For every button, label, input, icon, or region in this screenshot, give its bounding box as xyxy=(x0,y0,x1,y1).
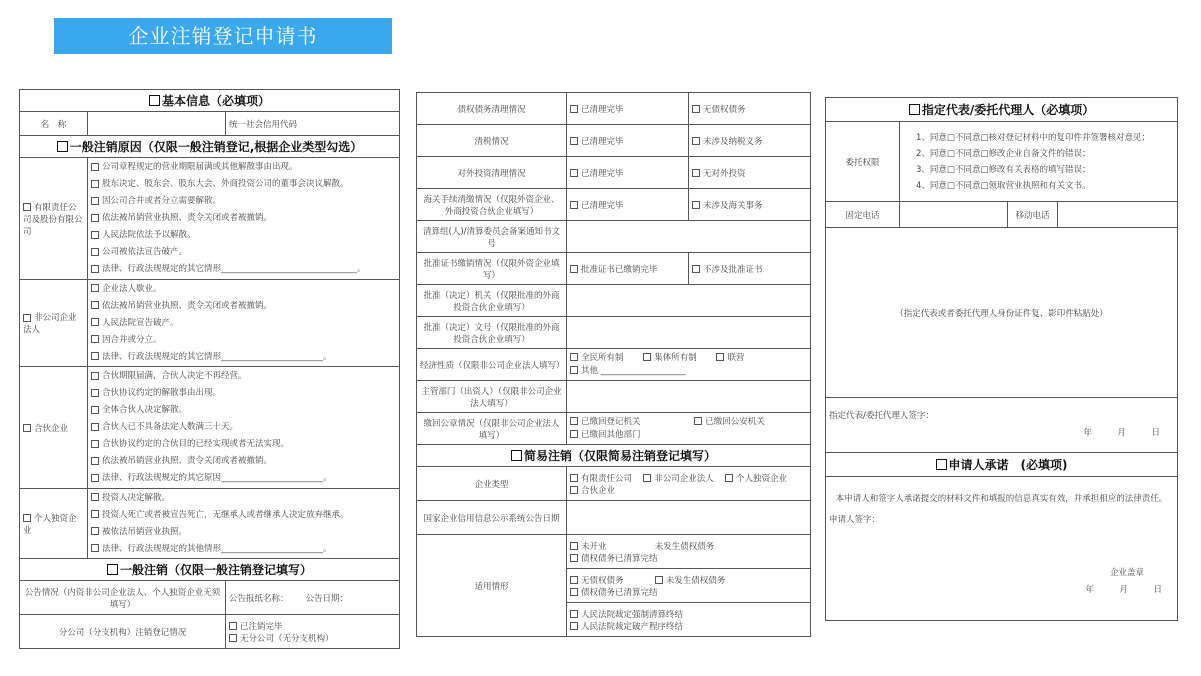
econ-label: 经济性质（仅限非公司企业法人填写） xyxy=(417,349,567,381)
simple-type-opt[interactable]: 非公司企业法人 xyxy=(643,472,714,484)
approval-label: 批准证书缴销情况（仅限外资企业填写） xyxy=(417,253,567,285)
approval-opt-2[interactable]: 不涉及批准证书 xyxy=(689,253,811,285)
reason-option[interactable]: 企业法人歇业。 xyxy=(91,281,396,298)
simple-announce-label: 国家企业信用信息公示系统公告日期 xyxy=(417,501,567,535)
reason-header: 一般注销原因（仅限一般注销登记,根据企业类型勾选） xyxy=(20,136,400,158)
seal-opt[interactable]: 已缴回登记机关 xyxy=(570,416,641,429)
settlement-form xyxy=(416,92,811,637)
approval-no-field[interactable] xyxy=(567,317,811,349)
seal-options xyxy=(567,413,811,445)
reason-option[interactable]: 股东决定、股东会、股东大会、外商投资公司的董事会决议解散。 xyxy=(91,176,396,193)
approval-org-field[interactable] xyxy=(567,285,811,317)
simple-apply-label: 适用情形 xyxy=(417,535,567,637)
apply-row xyxy=(567,535,811,569)
branch-opt-none[interactable]: 无分公司（无分支机构） xyxy=(229,632,334,644)
simple-announce-field[interactable] xyxy=(567,501,811,535)
name-label: 名 称 xyxy=(20,112,88,136)
auth-items[interactable]: 1、同意□不同意□核对登记材料中的复印件并签署核对意见； 2、同意□不同意□修改企业自备文件的错误； 3、同意□不同意□修改有关表格的填写错误； 4、同意□不同意□领取营业执照和有关文书。 xyxy=(900,122,1178,202)
reason-option[interactable]: 公司章程规定的营业期限届满或其他解散事由出现。 xyxy=(91,159,396,176)
reason-list-llc xyxy=(88,158,400,280)
reason-option[interactable]: 法律、行政法规规定的其它情形________________________________。 xyxy=(91,261,396,278)
econ-options xyxy=(567,349,811,381)
reason-option[interactable]: 合伙期限届满，合伙人决定不再经营。 xyxy=(91,368,396,385)
reason-option[interactable]: 人民法院宣告破产。 xyxy=(91,315,396,332)
simple-type-label: 企业类型 xyxy=(417,467,567,501)
simple-type-options xyxy=(567,467,811,501)
simple-type-opt[interactable]: 有限责任公司 xyxy=(570,472,632,484)
apply-opt[interactable]: 未开业 xyxy=(570,540,652,552)
reason-option[interactable]: 合伙人已不具备法定人数满三十天。 xyxy=(91,419,396,436)
promise-header: 申请人承诺 (必填项) xyxy=(826,453,1178,477)
reason-option[interactable]: 法律、行政法规规定的其他情形________________________。 xyxy=(91,541,396,558)
id-paste-area: （指定代表或者委托代理人身份证件复、影印件粘贴处） xyxy=(826,228,1178,398)
simple-header: 简易注销（仅限简易注销登记填写） xyxy=(417,445,811,467)
simple-type-opt[interactable]: 个人独资企业 xyxy=(725,472,787,484)
simple-type-opt[interactable]: 合伙企业 xyxy=(570,484,615,496)
reason-option[interactable]: 被依法吊销营业执照。 xyxy=(91,524,396,541)
reason-type-sole[interactable]: 个人独资企业 xyxy=(20,489,88,559)
auth-label: 委托权限 xyxy=(826,122,900,202)
apply-row xyxy=(567,603,811,637)
promise-area[interactable]: 本申请人和签字人承诺提交的材料文件和填报的信息真实有效，并承担相应的法律责任。 申请人签字： 企业盖章 年 月 日 xyxy=(826,477,1178,621)
econ-opt[interactable]: 联营 xyxy=(716,352,744,365)
invest-opt-2[interactable]: 无对外投资 xyxy=(689,157,811,189)
reason-type-partnership[interactable]: 合伙企业 xyxy=(20,367,88,489)
debt-label: 债权债务清理情况 xyxy=(417,93,567,125)
reason-option[interactable]: 因合并或分立。 xyxy=(91,332,396,349)
customs-label: 海关手续清缴情况（仅限外资企业、外商投资合伙企业填写） xyxy=(417,189,567,221)
credit-code-label[interactable]: 统一社会信用代码 xyxy=(226,112,400,136)
customs-opt-1[interactable]: 已清理完毕 xyxy=(567,189,689,221)
general-header: 一般注销（仅限一般注销登记填写） xyxy=(20,559,400,581)
econ-opt[interactable]: 集体所有制 xyxy=(643,352,697,365)
approval-opt-1[interactable]: 批准证书已缴销完毕 xyxy=(567,253,689,285)
name-field[interactable] xyxy=(88,112,226,136)
debt-opt-1[interactable]: 已清理完毕 xyxy=(567,93,689,125)
branch-label: 分公司（分支机构）注销登记情况 xyxy=(20,615,226,649)
debt-opt-2[interactable]: 无债权债务 xyxy=(689,93,811,125)
reason-option[interactable]: 法律、行政法规规定的其它情形________________________。 xyxy=(91,349,396,366)
agent-header: 指定代表/委托代理人（必填项） xyxy=(826,98,1178,122)
mobile-label: 移动电话 xyxy=(1008,202,1058,228)
page-title: 企业注销登记申请书 xyxy=(54,18,392,54)
econ-opt-other[interactable]: 其他 ____________________ xyxy=(570,365,807,378)
reason-option[interactable]: 因公司合并或者分立需要解散。 xyxy=(91,193,396,210)
branch-opt-done[interactable]: 已注销完毕 xyxy=(229,620,283,632)
tax-opt-1[interactable]: 已清理完毕 xyxy=(567,125,689,157)
reason-option[interactable]: 公司被依法宣告破产。 xyxy=(91,244,396,261)
reason-option[interactable]: 合伙协议约定的合伙目的已经实现或者无法实现。 xyxy=(91,436,396,453)
reason-list-partnership xyxy=(88,367,400,489)
tax-opt-2[interactable]: 未涉及纳税义务 xyxy=(689,125,811,157)
supervisor-field[interactable] xyxy=(567,381,811,413)
agent-form xyxy=(825,97,1178,621)
branch-options xyxy=(226,615,400,649)
apply-sub[interactable]: 人民法院裁定破产程序终结 xyxy=(570,620,683,632)
mobile-field[interactable] xyxy=(1058,202,1178,228)
basic-info-header: 基本信息（必填项） xyxy=(20,90,400,112)
reason-option[interactable]: 合伙协议约定的解散事由出现。 xyxy=(91,385,396,402)
apply-sub[interactable]: 债权债务已清算完结 xyxy=(570,586,658,598)
reason-option[interactable]: 依法被吊销营业执照、责令关闭或者被撤销。 xyxy=(91,210,396,227)
apply-opt[interactable]: 无债权债务 xyxy=(570,574,652,586)
phone-label: 固定电话 xyxy=(826,202,900,228)
apply-row xyxy=(567,569,811,603)
reason-list-non-company xyxy=(88,280,400,367)
approval-org-label: 批准（决定）机关（仅限批准的外商投资合伙企业填写） xyxy=(417,285,567,317)
seal-opt[interactable]: 已缴回公安机关 xyxy=(694,416,765,429)
seal-opt[interactable]: 已缴回其他部门 xyxy=(570,429,807,442)
apply-sub[interactable]: 债权债务已清算完结 xyxy=(570,552,658,564)
tax-label: 清税情况 xyxy=(417,125,567,157)
announce-label: 公告情况（内资非公司企业法人、个人独资企业无须填写） xyxy=(20,581,226,615)
invest-opt-1[interactable]: 已清理完毕 xyxy=(567,157,689,189)
reason-option[interactable]: 法律、行政法规规定的其它原因________________________。 xyxy=(91,470,396,487)
reason-type-llc[interactable]: 有限责任公司及股份有限公司 xyxy=(20,158,88,280)
announce-fields[interactable]: 公告报纸名称： 公告日期： xyxy=(226,581,400,615)
approval-no-label: 批准（决定）文号（仅限批准的外商投资合伙企业填写） xyxy=(417,317,567,349)
agent-sign-area[interactable]: 指定代表/委托代理人签字： 年 月 日 xyxy=(826,398,1178,453)
customs-opt-2[interactable]: 未涉及海关事务 xyxy=(689,189,811,221)
phone-field[interactable] xyxy=(900,202,1008,228)
seal-label: 缴回公章情况（仅限非公司企业法人填写） xyxy=(417,413,567,445)
reason-option[interactable]: 人民法院依法予以解散。 xyxy=(91,227,396,244)
reason-list-sole xyxy=(88,489,400,559)
supervisor-label: 主管部门（出资人）（仅限非公司企业法人填写） xyxy=(417,381,567,413)
apply-sub[interactable]: 未发生债权债务 xyxy=(655,574,741,586)
reason-option[interactable]: 全体合伙人决定解散。 xyxy=(91,402,396,419)
reason-option[interactable]: 依法被吊销营业执照、责令关闭或者被撤销。 xyxy=(91,298,396,315)
apply-opt[interactable]: 人民法院裁定强制清算终结 xyxy=(570,608,738,620)
invest-label: 对外投资清理情况 xyxy=(417,157,567,189)
basic-info-form xyxy=(19,89,400,649)
econ-opt[interactable]: 全民所有制 xyxy=(570,352,624,365)
liquidation-field[interactable] xyxy=(567,221,811,253)
reason-type-non-company[interactable]: 非公司企业法人 xyxy=(20,280,88,367)
reason-option[interactable]: 依法被吊销营业执照、责令关闭或者被撤销。 xyxy=(91,453,396,470)
reason-option[interactable]: 投资人决定解散。 xyxy=(91,490,396,507)
apply-sub[interactable]: 未发生债权债务 xyxy=(654,541,715,552)
liquidation-label: 清算组(人)/清算委员会备案通知书文号 xyxy=(417,221,567,253)
reason-option[interactable]: 投资人死亡或者被宣告死亡，无继承人或者继承人决定放弃继承。 xyxy=(91,507,396,524)
